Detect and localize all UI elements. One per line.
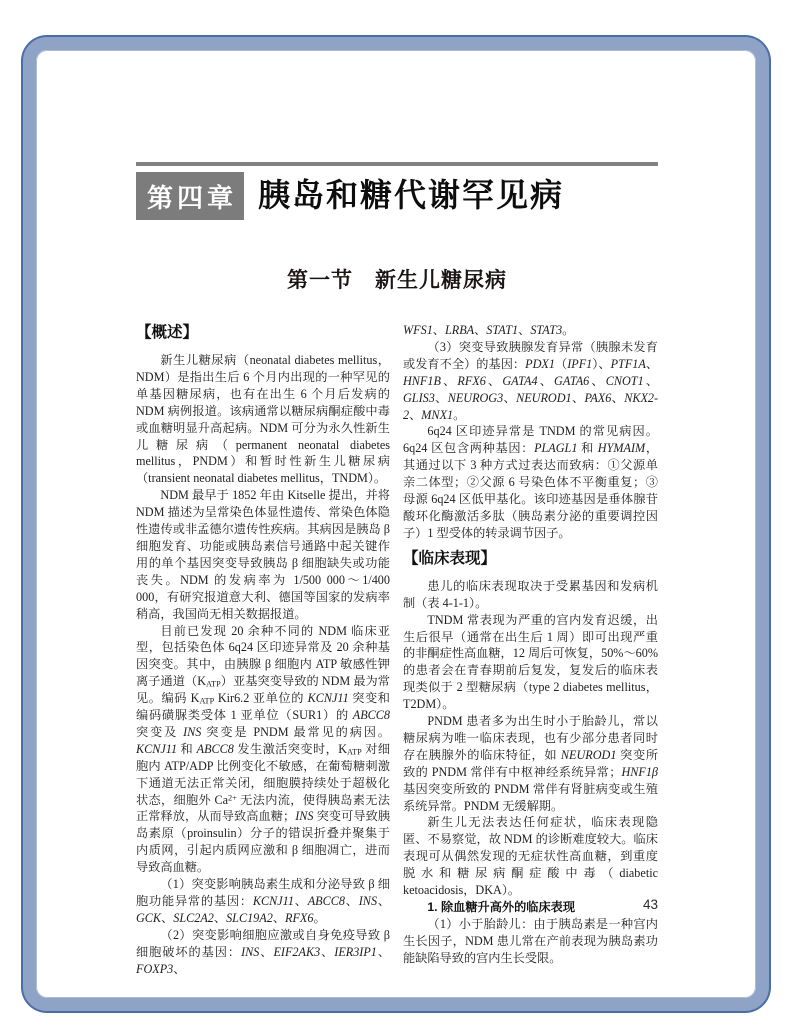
page-number: 43 [642, 897, 658, 912]
paragraph: 患儿的临床表现取决于受累基因和发病机制（表 4-1-1）。 [403, 578, 658, 610]
paragraph: 新生儿糖尿病（neonatal diabetes mellitus，NDM）是指出生后 6 个月内出现的一种罕见的单基因糖尿病，也有在出生 6 个月后发病的 NDM 病例报道。该病通常以糖尿病酮症酸中毒或血糖明显升高起病。NDM 可分为永久性新生儿糖尿病（permanent neonatal diabetes mellitus，PNDM）和暂时性新生儿糖尿病（transient neonatal diabetes mellitus，TNDM）。 [136, 353, 390, 486]
sub-heading-1: 1. 除血糖升高外的临床表现 [427, 900, 576, 914]
chapter-rule [136, 162, 658, 166]
chapter-number-badge: 第四章 [136, 172, 244, 220]
paragraph: （3）突变导致胰腺发育异常（胰腺未发育或发育不全）的基因：PDX1（IPF1）、PTF1A、HNF1B、RFX6、GATA4、GATA6、CNOT1、GLIS3、NEUROG3、NEUROD1、PAX6、NKX2-2、MNX1。 [403, 339, 659, 422]
paragraph: （1）突变影响胰岛素生成和分泌导致 β 细胞功能异常的基因：KCNJ11、ABCC8、INS、GCK、SLC2A2、SLC19A2、RFX6。 [136, 877, 391, 925]
chapter-header [136, 158, 658, 221]
right-column [403, 322, 658, 978]
paragraph: PNDM 患者多为出生时小于胎龄儿，常以糖尿病为唯一临床表现，也有少部分患者同时存在胰腺外的临床特征，如 NEUROD1 突变所致的 PNDM 常伴有中枢神经系统异常；HNF1β 基因突变所致的 PNDM 常伴有肾脏病变或生殖系统异常。PNDM 无缓解期。 [403, 714, 659, 813]
page-content [136, 158, 658, 978]
paragraph: TNDM 常表现为严重的宫内发育迟缓，出生后很早（通常在出生后 1 周）即可出现严重的非酮症性高血糖，12 周后可恢复，50%～60% 的患者会在青春期前后复发，复发后的临床表现类似于 2 型糖尿病（type 2 diabetes mellitus，T2DM）。 [403, 612, 658, 712]
left-column [136, 322, 390, 978]
section-title: 第一节 新生儿糖尿病 [287, 269, 507, 292]
clinical-heading: 【临床表现】 [403, 549, 497, 567]
paragraph: （2）突变影响细胞应激或自身免疫导致 β 细胞破坏的基因：INS、EIF2AK3、IER3IP1、FOXP3、 [136, 927, 391, 976]
chapter-title: 胰岛和糖代谢罕见病 [258, 177, 565, 213]
overview-heading: 【概述】 [136, 324, 199, 341]
paragraph: 6q24 区印迹异常是 TNDM 的常见病因。6q24 区包含两种基因：PLAGL1 和 HYMAIM，其通过以下 3 种方式过表达而致病：①父源单亲二体型；②父源 6 号染色体不平衡重复；③母源 6q24 区低甲基化。该印迹基因是垂体腺苷酸环化酶激活多肽（胰岛素分泌的重要调控因子）1 型受体的转录调节因子。 [403, 424, 659, 540]
paragraph: 目前已发现 20 余种不同的 NDM 临床亚型，包括染色体 6q24 区印迹异常及 20 余种基因突变。其中，由胰腺 β 细胞内 ATP 敏感性钾离子通道$(K_{ATP})$亚基突变导致的 NDM 最为常见。编码 $K_{ATP}$ Kir6.2 亚单位的 KCNJ11 突变和编码磺脲类受体 1 亚单位（SUR1）的 ABCC8 突变及 INS 突变是 PNDM 最常见的病因。KCNJ11 和 ABCC8 发生激活突变时，$K_{ATP}$ 对细胞内 ATP/ADP 比例变化不敏感，在葡萄糖刺激下通道无法正常关闭，细胞膜持续处于超极化状态，细胞外 $Ca^{2+}$ 无法内流，使得胰岛素无法正常释放，从而导致高血糖；INS 突变可导致胰岛素原（proinsulin）分子的错误折叠并聚集于内质网，引起内质网应激和 β 细胞凋亡，进而导致高血糖。 [136, 623, 391, 875]
paragraph: WFS1、LRBA、STAT1、STAT3。 [403, 323, 575, 337]
paragraph: 新生儿无法表达任何症状，临床表现隐匿、不易察觉，故 NDM 的诊断难度较大。临床表现可从偶然发现的无症状性高血糖，到重度脱水和糖尿病酮症酸中毒（diabetic ketoacidosis，DKA）。 [403, 815, 658, 898]
paragraph: NDM 最早于 1852 年由 Kitselle 提出，并将 NDM 描述为呈常染色体显性遗传、常染色体隐性遗传或非孟德尔遗传性疾病。其病因是胰岛 β 细胞发育、功能或胰岛素信号通路中起关键作用的单个基因突变导致胰岛 β 细胞缺失或功能丧失。NDM 的发病率为 1/500 000～1/400 000，有研究报道意大利、德国等国家的发病率稍高，我国尚无相关数据报道。 [136, 488, 390, 621]
paragraph: （1）小于胎龄儿：由于胰岛素是一种宫内生长因子，NDM 患儿常在产前表现为胰岛素功能缺陷导致的宫内生长受限。 [403, 916, 658, 965]
body-columns [136, 322, 658, 978]
